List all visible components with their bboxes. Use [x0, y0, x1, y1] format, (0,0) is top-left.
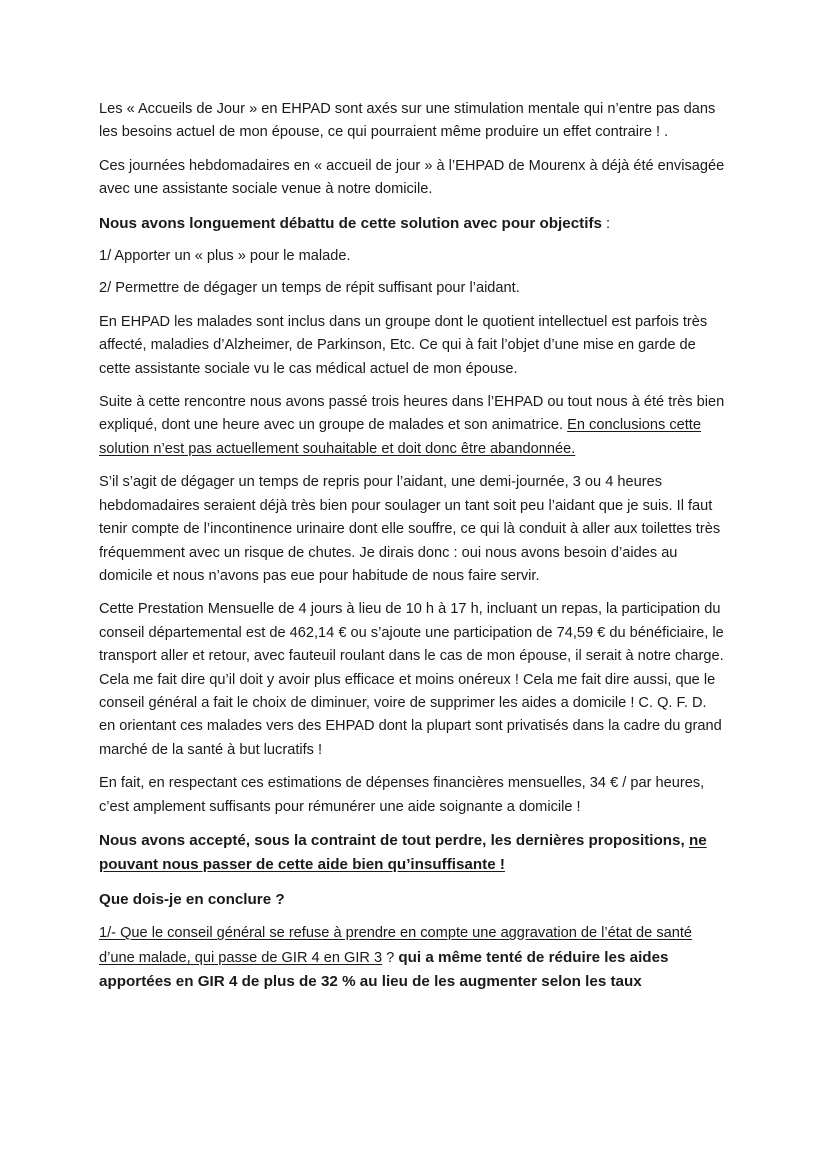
conclusion-1-bold: qui a même tenté de réduire les aides apportées en GIR 4 de plus de 32 % au lieu de les augmenter selon les taux	[99, 948, 669, 990]
paragraph-rencontre	[99, 391, 726, 461]
paragraph-temps-de-repit: S’il s’agit de dégager un temps de repris pour l’aidant, une demi-journée, 3 ou 4 heures hebdomadaires seraient déjà très bien pour soulager un tant soit peu l’aidant que je suis. Il faut tenir compte de l’incontinence urinaire dont elle souffre, ce qui là conduit à aller aux toilettes très fréquemment avec un risque de chutes. Je dirais donc : oui nous avons besoin d’aides au domicile et nous n’avons pas eue pour habitude de nous faire servir.	[99, 474, 721, 584]
rencontre-text: Suite à cette rencontre nous avons passé trois heures dans l’EHPAD ou tout nous à été très bien expliqué, dont une heure avec un groupe de malades et son animatrice.	[99, 394, 725, 434]
conclusion-1-question-mark: ?	[382, 949, 399, 966]
paragraph-accueils-de-jour: Les « Accueils de Jour » en EHPAD sont axés sur une stimulation mentale qui n’entre pas dans les besoins actuel de mon épouse, ce qui pourraient même produire un effet contraire ! .	[99, 101, 716, 141]
question-text: Que dois-je en conclure ?	[99, 890, 285, 908]
accepte-bold-underlined: ne pouvant nous passer de cette aide bien qu’insuffisante !	[99, 831, 707, 874]
accepte-bold-text: Nous avons accepté, sous la contraint de tout perdre, les dernières propositions,	[99, 831, 689, 849]
paragraph-prestation-mensuelle: Cette Prestation Mensuelle de 4 jours à lieu de 10 h à 17 h, incluant un repas, la participation du conseil départemental est de 462,14 € ou s’ajoute une participation de 74,59 € du bénéficiaire, le transport aller et retour, avec fauteuil roulant dans le cas de mon épouse, il serait à notre charge. Cela me fait dire qu’il doit y avoir plus efficace et moins onéreux ! Cela me fait dire aussi, que le conseil général a fait le choix de diminuer, voire de supprimer les aides a domicile ! C. Q. F. D. en orientant ces malades vers des EHPAD dont la plupart sont privatisés dans la cadre du grand marché de la santé à but lucratifs !	[99, 601, 724, 758]
paragraph-estimations: En fait, en respectant ces estimations de dépenses financières mensuelles, 34 € / par heures, c’est amplement suffisants pour rémunérer une aide soignante a domicile !	[99, 775, 705, 815]
objectifs-colon: :	[601, 215, 611, 232]
paragraph-conclusion-1	[99, 922, 726, 994]
paragraph-journees-hebdomadaires: Ces journées hebdomadaires en « accueil de jour » à l’EHPAD de Mourenx à déjà été envisagée avec une assistante sociale venue à notre domicile.	[99, 157, 725, 198]
objective-2: 2/ Permettre de dégager un temps de répit suffisant pour l’aidant.	[99, 280, 520, 297]
conclusion-1-underlined: 1/- Que le conseil général se refuse à prendre en compte une aggravation de l’état de santé d’une malade, qui passe de GIR 4 en GIR 3	[99, 925, 693, 966]
conclusion-underlined: En conclusions cette solution n’est pas actuellement souhaitable et doit donc être abandonnée.	[99, 417, 701, 457]
paragraph-accepte	[99, 829, 726, 878]
paragraph-objectifs	[99, 212, 726, 236]
question-heading	[99, 888, 726, 912]
paragraph-ehpad-malades: En EHPAD les malades sont inclus dans un groupe dont le quotient intellectuel est parfois très affecté, maladies d’Alzheimer, de Parkinson, Etc. Ce qui à fait l’objet d’une mise en garde de cette assistante sociale vu le cas médical actuel de mon épouse.	[99, 313, 708, 377]
objective-1: 1/ Apporter un « plus » pour le malade.	[99, 248, 351, 265]
objectifs-heading: Nous avons longuement débattu de cette solution avec pour objectifs	[99, 214, 602, 232]
